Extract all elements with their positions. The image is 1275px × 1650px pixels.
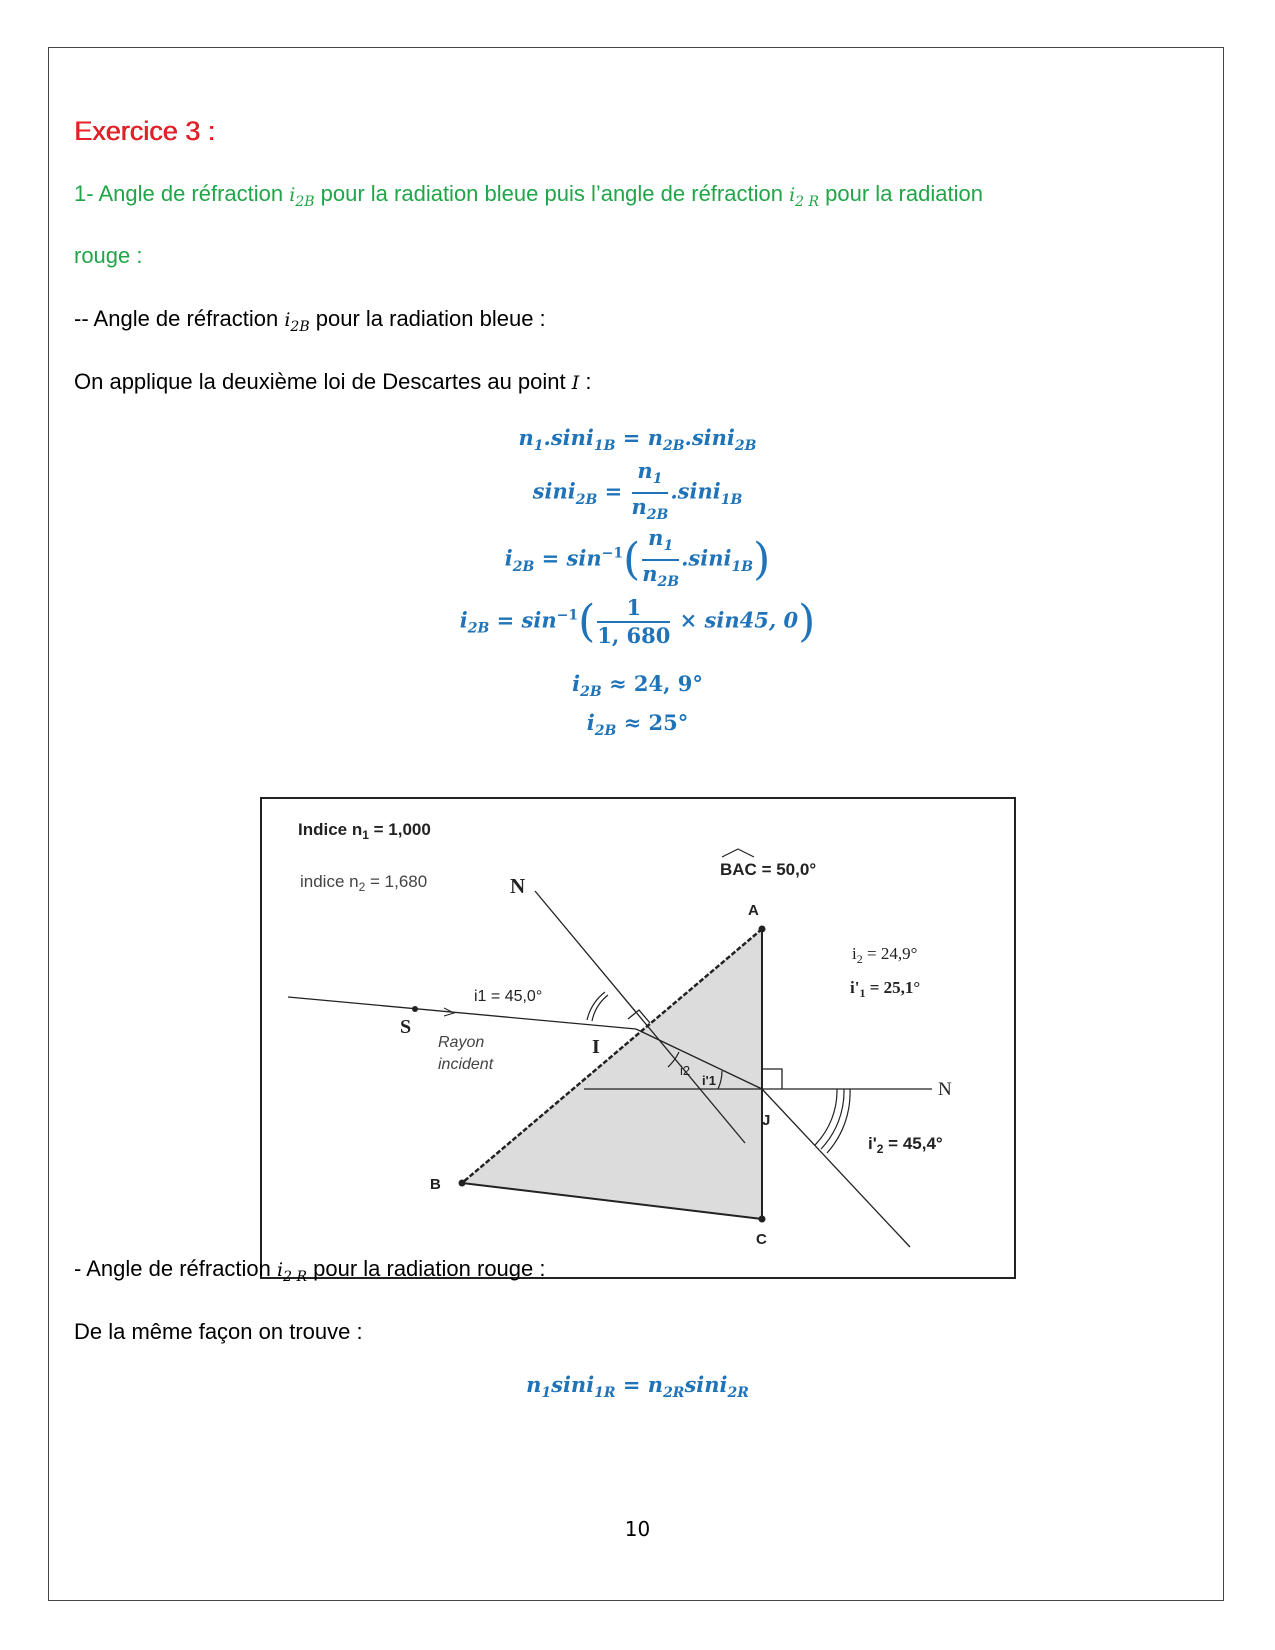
prism-area (462, 929, 762, 1219)
label-i: I (592, 1036, 600, 1058)
label-i2-small: i2 (680, 1063, 691, 1078)
q1-text-3: pour la radiation (819, 181, 983, 206)
point-b (459, 1180, 466, 1187)
equation-i2b-rounded: $i_{2B} \approx 25^\circ$ (586, 710, 689, 740)
right-angle-j (762, 1069, 782, 1089)
apply-law-text: On applique la deuxième loi de Descartes au point I : (74, 369, 592, 394)
angle-ip2-arc (815, 1089, 837, 1145)
label-ip2-value: $i'_2 = 45,4^\circ$ (868, 1134, 943, 1156)
incident-ray (288, 997, 636, 1029)
label-a: A (748, 902, 759, 919)
label-j: J (762, 1112, 771, 1129)
equation-i2b-result: $i_{2B} \approx 24$, 9° (572, 671, 703, 701)
equation-i2b-arcsin: $i_{2B} = \sin^{-1}$( $\frac{n_1}{n_{2B}}$ .sini$_{1B}$) (0, 526, 1275, 594)
equation-snell-red: $n_1\sin i_{1R} = n_{2R}\sin i_{2R}$ (526, 1372, 749, 1402)
blue-heading-symbol: $i_{2B}$ (284, 309, 310, 335)
q1-symbol-i2b: $i_{2B}$ (289, 184, 315, 210)
label-s: S (400, 1016, 412, 1038)
bac-hat (722, 849, 754, 857)
fraction-1-1680: $\frac{1}{1, 680}$ (597, 595, 671, 648)
angle-i1-arc (587, 992, 605, 1020)
label-ip1-value: $i'_1 = 25,1^\circ$ (850, 978, 921, 1000)
question-1-line-2: rouge : (74, 243, 143, 268)
point-c (759, 1216, 766, 1223)
point-i-symbol: I (571, 372, 580, 394)
question-1-line-1 (74, 181, 983, 210)
q1-symbol-i2r: $i_{2 R}$ (789, 184, 820, 210)
label-n-top: N (510, 874, 526, 898)
emergent-ray (762, 1089, 910, 1247)
point-s (412, 1006, 418, 1012)
label-ip1-small: i'1 (702, 1073, 716, 1088)
label-c: C (756, 1231, 767, 1248)
label-b: B (430, 1176, 441, 1193)
red-heading: - Angle de réfraction $i_{2 R}$ pour la radiation rouge : (74, 1256, 546, 1285)
label-i2-value: $i_2 = 24,9^\circ$ (852, 944, 918, 966)
equation-snell-blue: $n_1.\sin i_{1B} = n_{2B}.\sin i_{2B}$ (518, 425, 757, 455)
exercise-title: Exercice 3 : (74, 116, 216, 146)
red-heading-symbol: $i_{2 R}$ (277, 1259, 307, 1285)
indice-n2-label: indice $n_2 = 1,680$ (300, 872, 428, 894)
q1-text-2: pour la radiation bleue puis l’angle de réfraction (314, 181, 790, 206)
equation-sin-i2b: sini$_{2B}$ = $\frac{n_1}{n_{2B}}$ .sini$_{1B}$ (0, 459, 1275, 527)
indice-n1-label: Indice $n_1 = 1,000$ (298, 820, 431, 842)
label-i1-angle: i1 = 45,0° (474, 988, 543, 1005)
blue-heading: -- Angle de réfraction $i_{2B}$ pour la radiation bleue : (74, 306, 546, 335)
q1-text-1: 1- Angle de réfraction (74, 181, 290, 206)
bac-angle-label: BAC = 50,0° (720, 860, 817, 879)
point-a (759, 926, 766, 933)
same-way-text: De la même façon on trouve : (74, 1319, 363, 1344)
page-number: 10 (624, 1517, 651, 1541)
label-n-right: N (938, 1079, 952, 1100)
fraction-n1-n2b-2: $\frac{n_1}{n_{2B}}$ (642, 525, 680, 591)
equation-i2b-numeric: $i_{2B} = \sin^{-1}$( $\frac{1}{1, 680}$ × sin45, 0) (459, 595, 816, 648)
label-incident: incident (438, 1056, 494, 1073)
fraction-n1-n2b: $\frac{n_1}{n_{2B}}$ (631, 458, 669, 524)
label-rayon: Rayon (438, 1034, 485, 1051)
